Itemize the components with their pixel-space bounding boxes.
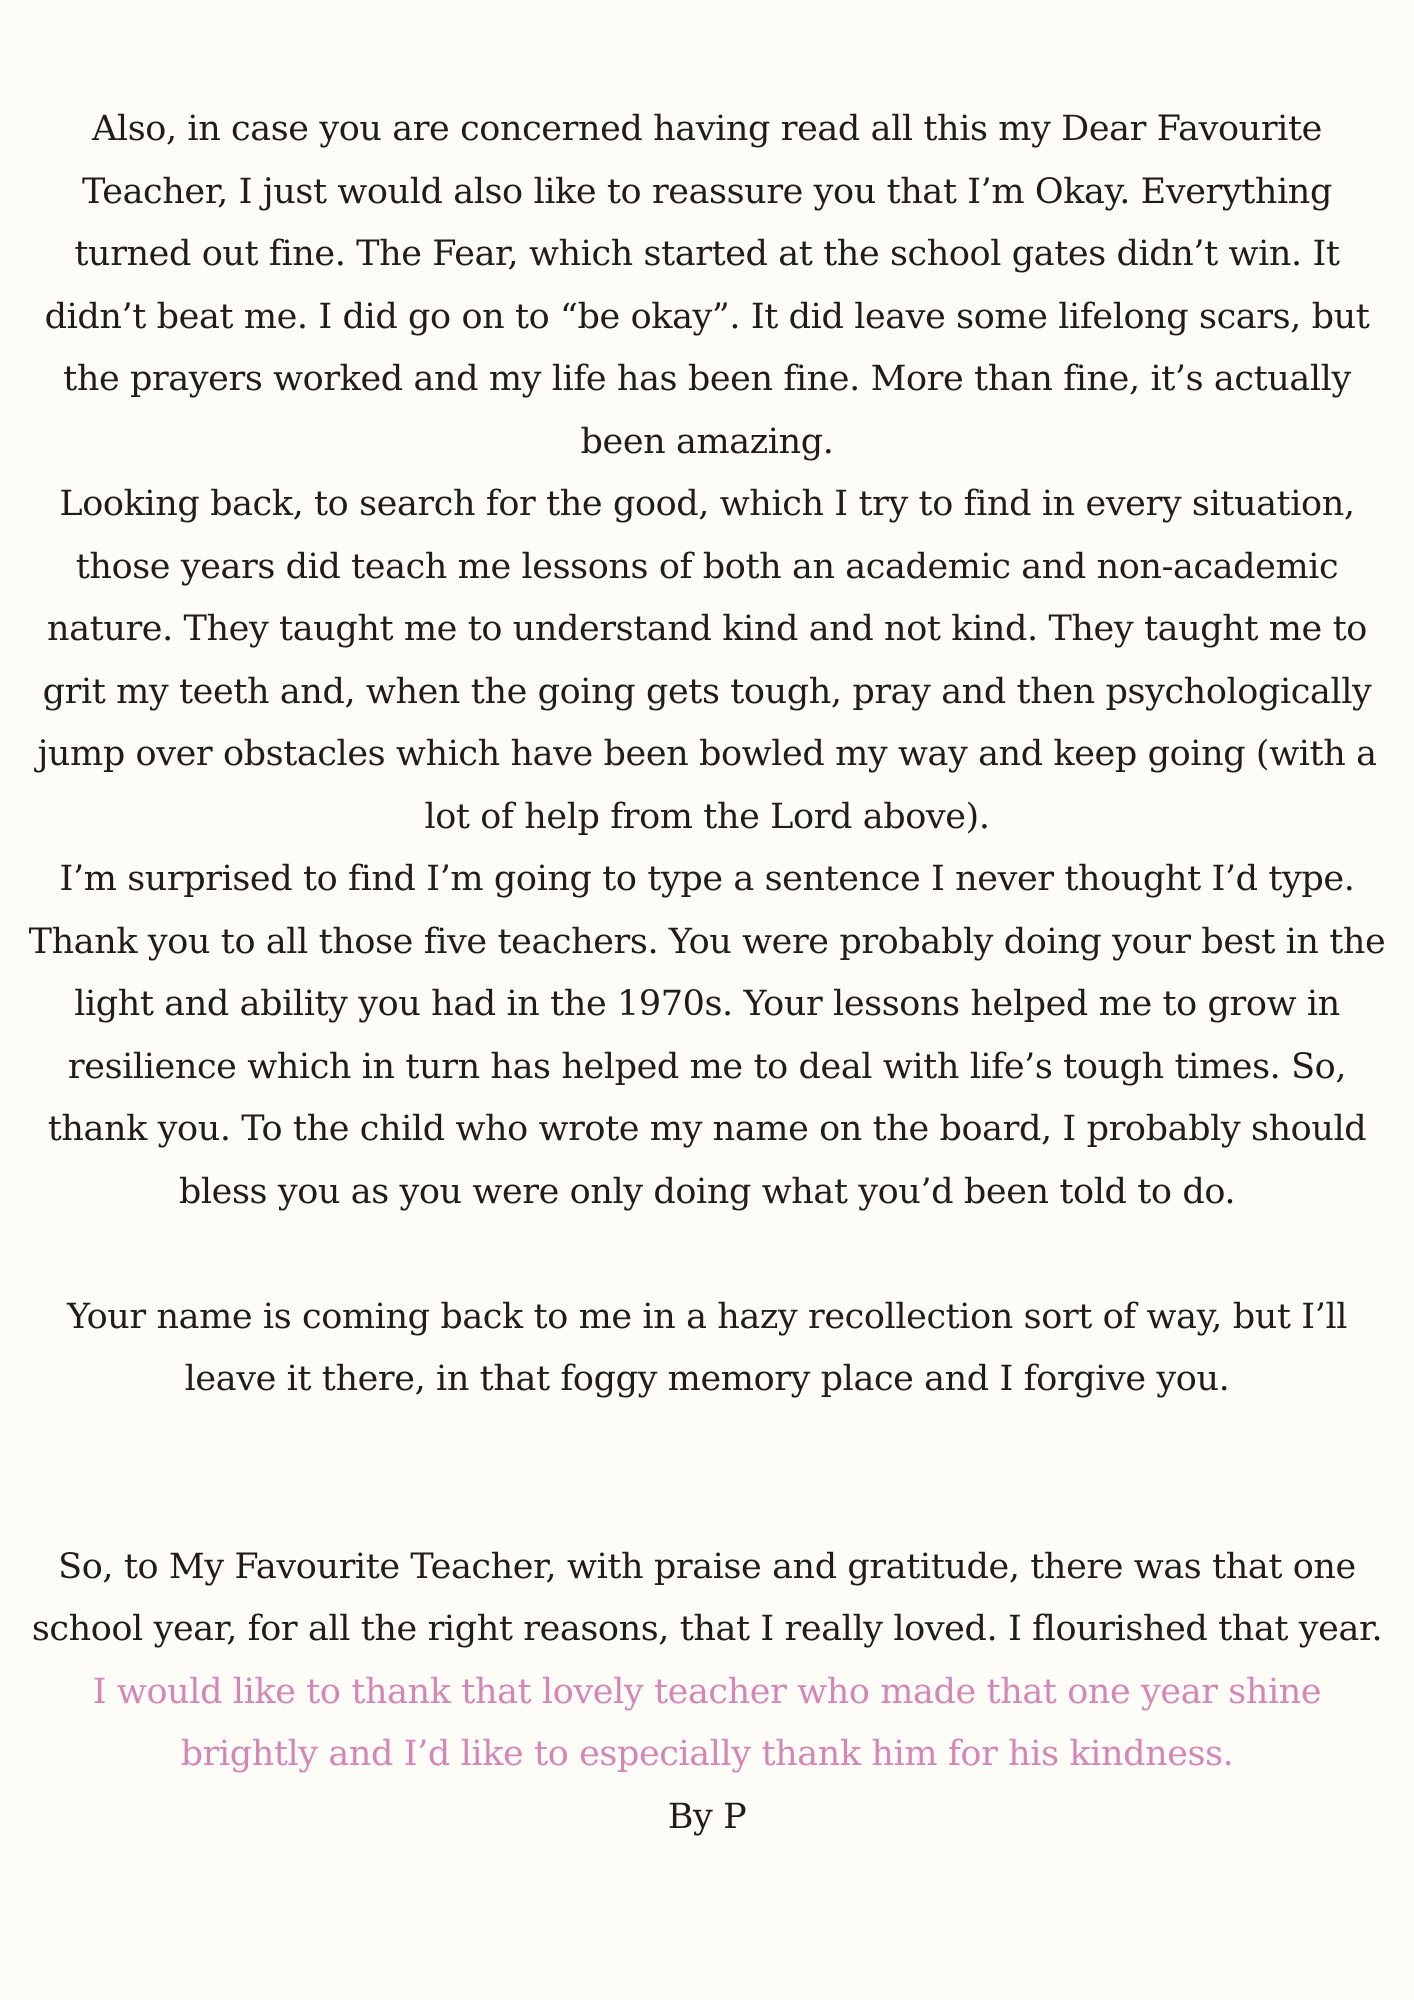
paragraph-reassurance: Also, in case you are concerned having read all this my Dear Favourite Teacher, I just would also like to reassure you that I’m Okay. Everything turned out fine. The Fear, which started at the school gates didn’t win. It didn’t beat me. I did go on to “be okay”. It did leave some lifelong scars, but the prayers worked and my life has been fine. More than fine, it’s actually been amazing. <box>44 109 1370 462</box>
paragraph-spacer <box>27 1223 1387 1286</box>
paragraph-spacer-large <box>27 1411 1387 1536</box>
paragraph-forgiveness: Your name is coming back to me in a hazy recollection sort of way, but I’ll leave it there, in that foggy memory place and I forgive you. <box>66 1296 1348 1399</box>
letter-body <box>27 98 1387 1848</box>
paragraph-favourite-teacher: So, to My Favourite Teacher, with praise and gratitude, there was that one school year, for all the right reasons, that I really loved. I flourished that year. <box>31 1546 1383 1649</box>
paragraph-highlight-thanks: I would like to thank that lovely teacher who made that one year shine brightly and I’d like to especially thank him for his kindness. <box>92 1671 1322 1774</box>
paragraph-lessons: Looking back, to search for the good, which I try to find in every situation, those years did teach me lessons of both an academic and non-academic nature. They taught me to understand kind and not kind. They taught me to grit my teeth and, when the going gets tough, pray and then psychologically jump over obstacles which have been bowled my way and keep going (with a lot of help from the Lord above). <box>37 484 1377 837</box>
paragraph-thank-teachers: I’m surprised to find I’m going to type a sentence I never thought I’d type. Thank you to all those five teachers. You were probably doing your best in the light and ability you had in the 1970s. Your lessons helped me to grow in resilience which in turn has helped me to deal with life’s tough times. So, thank you. To the child who wrote my name on the board, I probably should bless you as you were only doing what you’d been told to do. <box>28 859 1386 1212</box>
signature: By P <box>667 1796 747 1837</box>
